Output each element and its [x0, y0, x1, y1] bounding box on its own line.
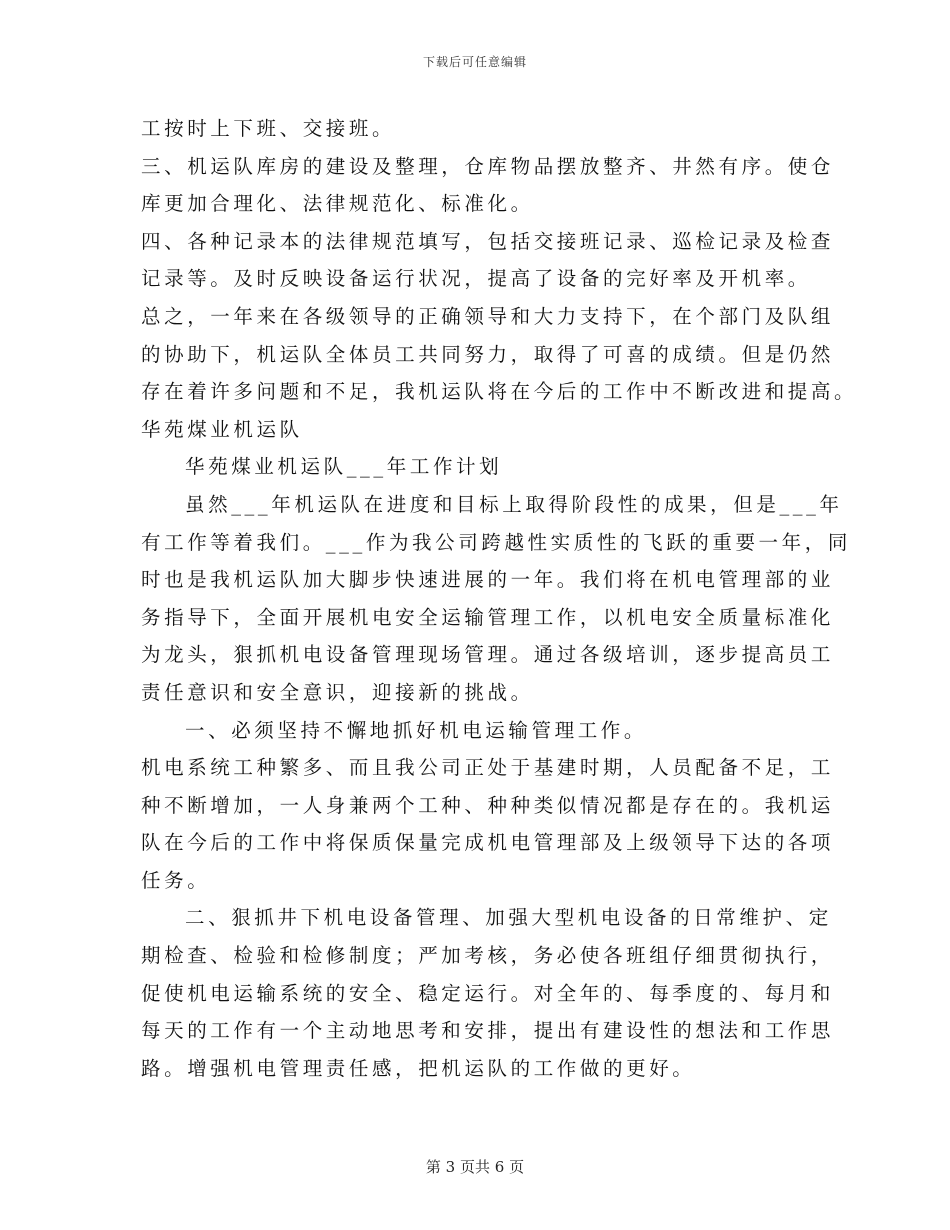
text-line: 时也是我机运队加大脚步快速进展的一年。我们将在机电管理部的业	[141, 568, 835, 592]
text-line: 记录等。及时反映设备运行状况，提高了设备的完好率及开机率。	[141, 267, 811, 291]
text-line: 种不断增加，一人身兼两个工种、种种类似情况都是存在的。我机运	[141, 793, 835, 817]
text-line: 每天的工作有一个主动地思考和安排，提出有建设性的想法和工作思	[141, 1019, 835, 1043]
text-line: 责任意识和安全意识，迎接新的挑战。	[141, 680, 534, 704]
signature-line: 华苑煤业机运队	[141, 417, 303, 441]
page-number: 第 3 页共 6 页	[425, 1158, 525, 1176]
text-line: 促使机电运输系统的安全、稳定运行。对全年的、每季度的、每月和	[141, 981, 835, 1005]
text-line: 二、狠抓井下机电设备管理、加强大型机电设备的日常维护、定	[185, 906, 832, 930]
text-line: 任务。	[141, 868, 211, 892]
text-line: 机电系统工种繁多、而且我公司正处于基建时期，人员配备不足，工	[141, 756, 835, 780]
text-line: 总之，一年来在各级领导的正确领导和大力支持下，在个部门及队组	[141, 304, 835, 328]
text-line: 为龙头，狠抓机电设备管理现场管理。通过各级培训，逐步提高员工	[141, 643, 835, 667]
section-heading: 一、必须坚持不懈地抓好机电运输管理工作。	[185, 718, 648, 742]
plan-title: 华苑煤业机运队___年工作计划	[185, 455, 503, 479]
text-line: 期检查、检验和检修制度；严加考核，务必使各班组仔细贯彻执行，	[141, 944, 835, 968]
document-body	[141, 110, 858, 1087]
text-line: 三、机运队库房的建设及整理，仓库物品摆放整齐、井然有序。使仓	[141, 154, 835, 178]
text-line: 队在今后的工作中将保质保量完成机电管理部及上级领导下达的各项	[141, 831, 835, 855]
text-line: 务指导下，全面开展机电安全运输管理工作，以机电安全质量标准化	[141, 605, 835, 629]
text-line: 工按时上下班、交接班。	[141, 117, 396, 140]
text-line: 虽然___年机运队在进度和目标上取得阶段性的成果，但是___年	[185, 492, 843, 516]
text-line: 的协助下，机运队全体员工共同努力，取得了可喜的成绩。但是仍然	[141, 342, 835, 366]
text-line: 路。增强机电管理责任感，把机运队的工作做的更好。	[141, 1056, 696, 1080]
text-line: 存在着许多问题和不足，我机运队将在今后的工作中不断改进和提高。	[141, 380, 858, 404]
text-line: 四、各种记录本的法律规范填写，包括交接班记录、巡检记录及检查	[141, 229, 835, 253]
text-line: 库更加合理化、法律规范化、标准化。	[141, 192, 534, 216]
page-header: 下载后可任意编辑	[422, 55, 527, 69]
text-line: 有工作等着我们。___作为我公司跨越性实质性的飞跃的重要一年，同	[141, 530, 851, 554]
